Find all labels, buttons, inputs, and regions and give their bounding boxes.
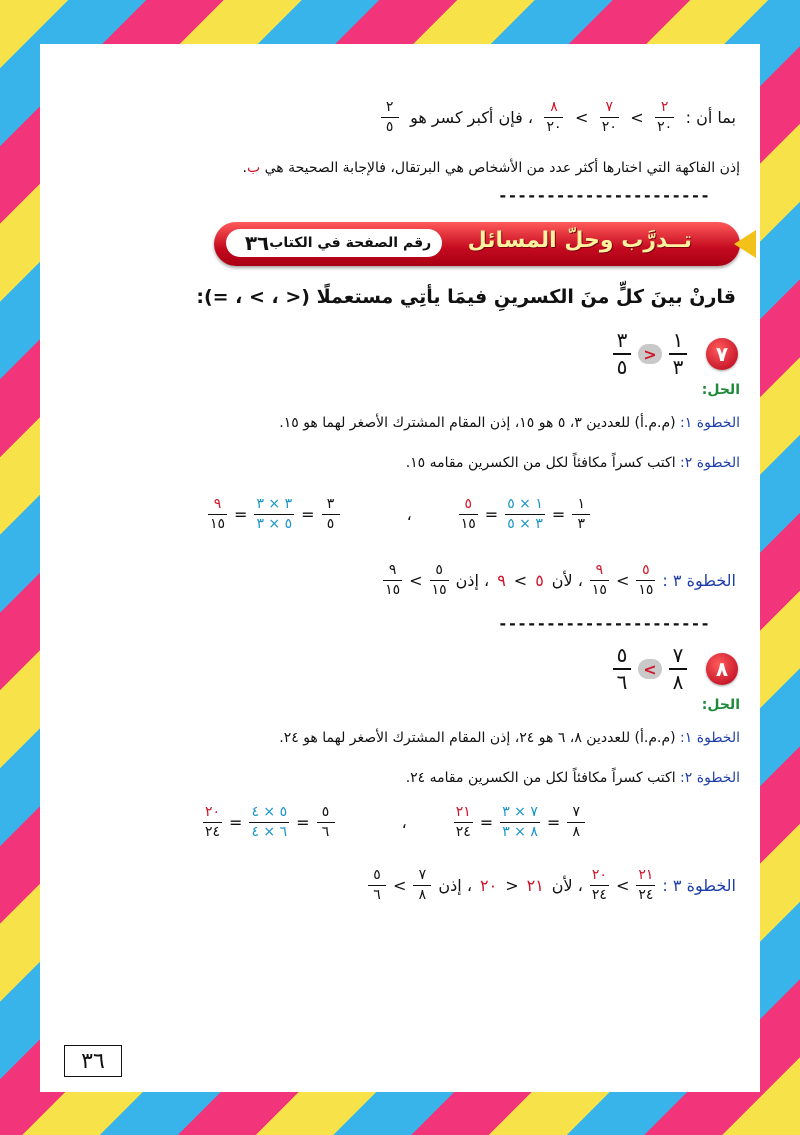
answer-letter: ب — [246, 160, 261, 176]
fraction: $\frac{٩}{١٥}$ — [385, 562, 401, 598]
banner-title: تــدرَّب وحلّ المسائل — [467, 228, 692, 253]
step-1 — [279, 730, 740, 746]
fraction: $\frac{٥}{١٥}$ — [638, 562, 654, 598]
step-3 — [365, 868, 740, 902]
fraction: $\frac{٢}{٥}$ — [381, 100, 399, 134]
step-label: الخطوة ٣ : — [662, 875, 736, 895]
fraction: $\frac{٥ \times ٤}{٦ \times ٤}$ — [251, 804, 288, 840]
page-ref-number: ٣٦ — [244, 231, 270, 255]
fraction: $\frac{٣}{٥}$ — [613, 330, 631, 378]
page-number: ٣٦ — [64, 1045, 122, 1077]
fraction: $\frac{٣}{٥}$ — [322, 497, 340, 531]
solution-label: الحل: — [701, 382, 740, 398]
compare-value: ٥ — [535, 570, 544, 590]
intro-mid-text: ، فإن أكبر كسر هو — [410, 107, 533, 127]
fraction: $\frac{٢١}{٢٤}$ — [638, 867, 654, 903]
question-heading: قارنْ بينَ كلٍّ منَ الكسرينِ فيمَا يأتِي مستعملًا (< ، > ، =): — [196, 286, 736, 308]
then-text: ، إذن — [455, 570, 490, 590]
step-text: (م.م.أ) للعددين ٣، ٥ هو ١٥، إذن المقام المشترك الأصغر لهما هو ١٥. — [279, 415, 676, 431]
step-label: الخطوة ٢: — [680, 455, 740, 471]
less-than-sign: < — [513, 570, 528, 590]
fraction: $\frac{٧}{٨}$ — [567, 805, 585, 839]
less-than-sign: < — [409, 570, 423, 590]
comma: ، — [401, 812, 407, 832]
fraction: $\frac{٢٠}{٢٤}$ — [205, 804, 221, 840]
intro-line — [378, 100, 740, 134]
problem-number-badge: ٧ — [706, 338, 738, 370]
equals-sign: = — [296, 812, 310, 832]
step-text: (م.م.أ) للعددين ٨، ٦ هو ٢٤، إذن المقام المشترك الأصغر لهما هو ٢٤. — [279, 730, 676, 746]
fraction: $\frac{٢٠}{٢٤}$ — [591, 867, 607, 903]
fraction: $\frac{٥}{١٥}$ — [431, 562, 447, 598]
fraction: $\frac{٧}{٨}$ — [669, 645, 687, 693]
fraction: $\frac{٧ \times ٣}{٨ \times ٣}$ — [502, 804, 538, 840]
greater-than-sign: > — [505, 875, 519, 895]
dashed-separator: ---------------------- — [498, 614, 710, 633]
equals-sign: = — [484, 504, 499, 524]
less-than-sign: < — [393, 875, 407, 895]
step-text: اكتب كسراً مكافئاً لكل من الكسرين مقامه ٢٤. — [405, 770, 676, 786]
comparison-sign: > — [638, 344, 662, 364]
fraction: $\frac{٥}{٦}$ — [368, 868, 386, 902]
equation-row — [205, 497, 593, 531]
step-3 — [380, 563, 740, 597]
less-than-sign: < — [630, 107, 644, 127]
step-label: الخطوة ١: — [680, 415, 740, 431]
equals-sign: = — [546, 812, 561, 832]
equals-sign: = — [301, 504, 315, 524]
practice-banner — [214, 222, 740, 266]
step-label: الخطوة ١: — [680, 730, 740, 746]
comma: ، — [406, 504, 412, 524]
less-than-sign: < — [615, 570, 630, 590]
compare-value: ٢٠ — [480, 875, 498, 895]
step-label: الخطوة ٣ : — [662, 570, 736, 590]
fraction: $\frac{١}{٣}$ — [572, 497, 590, 531]
equals-sign: = — [551, 504, 566, 524]
step-text: اكتب كسراً مكافئاً لكل من الكسرين مقامه ١٥. — [405, 455, 676, 471]
fraction: $\frac{٥}{٦}$ — [317, 805, 335, 839]
step-2 — [406, 455, 740, 471]
fraction: $\frac{٩}{١٥}$ — [210, 496, 226, 532]
because-text: ، لأن — [551, 875, 583, 895]
conclusion-text: إذن الفاكهة التي اختارها أكثر عدد من الأشخاص هي البرتقال، فالإجابة الصحيحة هي — [264, 160, 740, 176]
fraction: $\frac{٧}{٨}$ — [413, 868, 431, 902]
intro-conclusion — [243, 160, 740, 176]
fraction: $\frac{٧}{٢٠}$ — [601, 99, 617, 135]
step-label: الخطوة ٢: — [680, 770, 740, 786]
fraction: $\frac{٢}{٢٠}$ — [657, 99, 673, 135]
equation-row — [200, 805, 588, 839]
fraction: $\frac{٩}{١٥}$ — [591, 562, 607, 598]
page-reference — [226, 229, 442, 257]
fraction: $\frac{٥}{١٥}$ — [460, 496, 476, 532]
intro-prefix: بما أن : — [685, 107, 736, 127]
because-text: ، لأن — [551, 570, 583, 590]
fraction: $\frac{١ \times ٥}{٣ \times ٥}$ — [507, 496, 543, 532]
fraction: $\frac{٣ \times ٣}{٥ \times ٣}$ — [256, 496, 293, 532]
less-than-sign: < — [574, 107, 589, 127]
compare-value: ٢١ — [526, 875, 544, 895]
fraction: $\frac{١}{٣}$ — [669, 330, 687, 378]
page-ref-label: رقم الصفحة في الكتاب — [269, 235, 432, 251]
problem-7-header — [610, 330, 738, 378]
compare-value: ٩ — [497, 570, 506, 590]
equals-sign: = — [479, 812, 494, 832]
less-than-sign: < — [615, 875, 630, 895]
fraction: $\frac{٢١}{٢٤}$ — [455, 804, 471, 840]
fraction: $\frac{٥}{٦}$ — [613, 645, 631, 693]
problem-number-badge: ٨ — [706, 653, 738, 685]
then-text: ، إذن — [438, 875, 472, 895]
banner-arrow-icon — [734, 230, 756, 258]
comparison-sign: < — [638, 659, 662, 679]
period: . — [242, 160, 247, 176]
dashed-separator: ---------------------- — [498, 186, 710, 205]
problem-8-header — [610, 645, 738, 693]
step-1 — [279, 415, 740, 431]
step-2 — [406, 770, 740, 786]
equals-sign: = — [234, 504, 248, 524]
fraction: $\frac{٨}{٢٠}$ — [546, 99, 562, 135]
equals-sign: = — [229, 812, 243, 832]
solution-label: الحل: — [701, 697, 740, 713]
